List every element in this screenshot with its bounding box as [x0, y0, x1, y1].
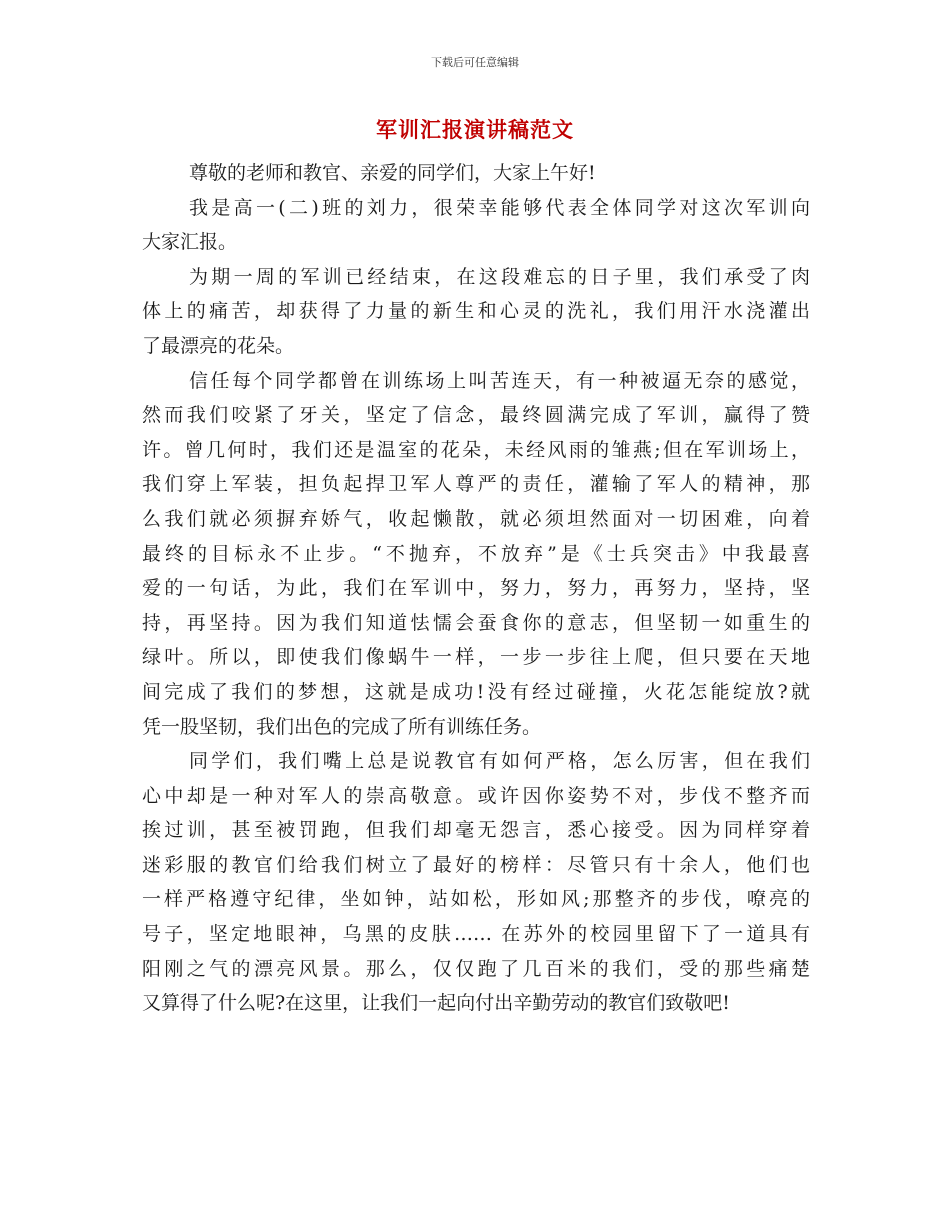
text-line: 一样严格遵守纪律，坐如钟，站如松，形如风;那整齐的步伐，嘹亮的: [142, 888, 810, 911]
text-line: 最终的目标永不止步。“不抛弃，不放弃”是《士兵突击》中我最喜: [142, 542, 810, 565]
paragraph-training-summary: [142, 260, 810, 364]
text-line: 然而我们咬紧了牙关，坚定了信念，最终圆满完成了军训，赢得了赞: [142, 404, 810, 427]
text-line: 我是高一(二)班的刘力，很荣幸能够代表全体同学对这次军训向: [189, 196, 810, 219]
text-line: 间完成了我们的梦想，这就是成功!没有经过碰撞，火花怎能绽放?就: [142, 680, 810, 703]
document-body: [142, 156, 810, 1021]
text-line: 大家汇报。: [142, 231, 238, 254]
paragraph-perseverance: [142, 364, 810, 745]
text-line: 体上的痛苦，却获得了力量的新生和心灵的洗礼，我们用汗水浇灌出: [142, 300, 810, 323]
text-line: 又算得了什么呢?在这里，让我们一起向付出辛勤劳动的教官们致敬吧!: [142, 992, 730, 1015]
text-line: 么我们就必须摒弃娇气，收起懒散，就必须坦然面对一切困难，向着: [142, 507, 810, 530]
text-line: 号子，坚定地眼神，乌黑的皮肤…… 在苏外的校园里留下了一道具有: [142, 923, 810, 946]
text-line: 心中却是一种对军人的崇高敬意。或许因你姿势不对，步伐不整齐而: [142, 784, 810, 807]
paragraph-greeting: [142, 156, 810, 191]
text-line: 许。曾几何时，我们还是温室的花朵，未经风雨的雏燕;但在军训场上，: [142, 438, 810, 461]
text-line: 我们穿上军装，担负起捍卫军人尊严的责任，灌输了军人的精神，那: [142, 473, 810, 496]
text-line: 爱的一句话，为此，我们在军训中，努力，努力，再努力，坚持，坚: [142, 577, 810, 600]
text-line: 尊敬的老师和教官、亲爱的同学们，大家上午好!: [189, 162, 596, 184]
text-line: 持，再坚持。因为我们知道怯懦会蚕食你的意志，但坚韧一如重生的: [142, 611, 810, 634]
text-line: 为期一周的军训已经结束，在这段难忘的日子里，我们承受了肉: [189, 265, 810, 288]
text-line: 同学们，我们嘴上总是说教官有如何严格，怎么厉害，但在我们: [189, 750, 810, 773]
text-line: 阳刚之气的漂亮风景。那么，仅仅跑了几百米的我们，受的那些痛楚: [142, 957, 810, 980]
paragraph-instructors: [142, 744, 810, 1021]
paragraph-introduction: [142, 191, 810, 260]
document-title: 军训汇报演讲稿范文: [376, 117, 574, 142]
text-line: 凭一股坚韧，我们出色的完成了所有训练任务。: [142, 715, 542, 738]
text-line: 迷彩服的教官们给我们树立了最好的榜样：尽管只有十余人，他们也: [142, 853, 810, 876]
text-line: 了最漂亮的花朵。: [142, 334, 295, 357]
text-line: 信任每个同学都曾在训练场上叫苦连天，有一种被逼无奈的感觉，: [189, 369, 810, 392]
text-line: 挨过训，甚至被罚跑，但我们却毫无怨言，悉心接受。因为同样穿着: [142, 819, 810, 842]
page-header: 下载后可任意编辑: [431, 56, 519, 69]
text-line: 绿叶。所以，即使我们像蜗牛一样，一步一步往上爬，但只要在天地: [142, 646, 810, 669]
